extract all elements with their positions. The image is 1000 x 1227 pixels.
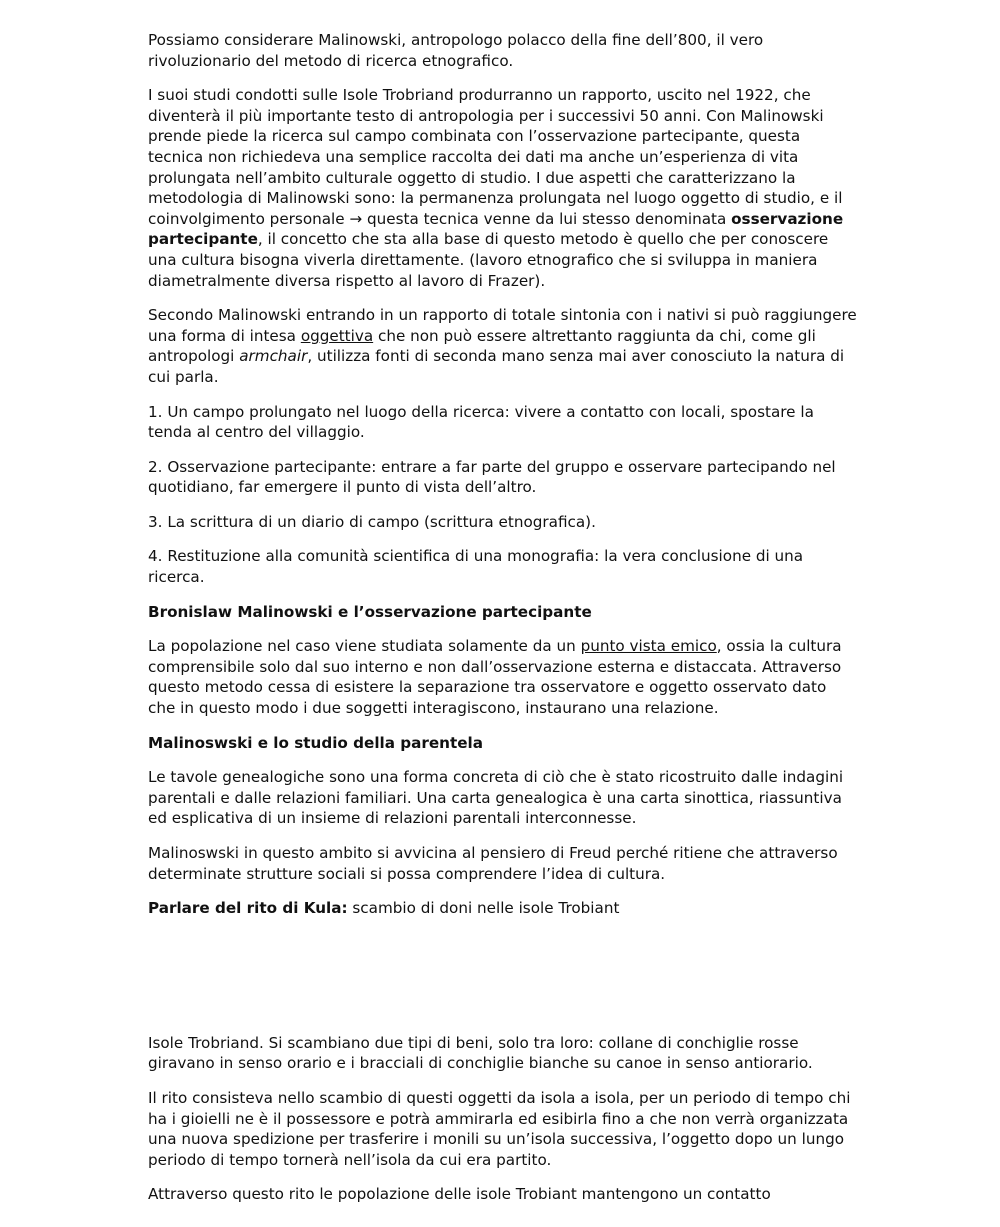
underlined-term: oggettiva bbox=[300, 326, 374, 345]
bold-term: Parlare del rito di Kula: bbox=[148, 899, 348, 918]
section-heading: Malinoswski e lo studio della parentela bbox=[148, 733, 484, 752]
list-item: 4. Restituzione alla comunità scientifica di una monografia: la vera conclusione di una ricerca. bbox=[148, 547, 804, 587]
paragraph-contact: Attraverso questo rito le popolazione delle isole Trobiant mantengono un contatto bbox=[148, 1185, 771, 1204]
paragraph-freud: Malinoswski in questo ambito si avvicina al pensiero di Freud perché ritiene che attraverso determinate strutture sociali si possa comprendere l’idea di cultura. bbox=[148, 844, 838, 883]
section-heading: Bronislaw Malinowski e l’osservazione partecipante bbox=[148, 602, 592, 621]
bold-term: osservazione partecipante bbox=[148, 209, 844, 249]
text-run: , utilizza fonti di seconda mano senza mai aver conosciuto la natura di cui parla. bbox=[148, 347, 845, 386]
list-item: 1. Un campo prolungato nel luogo della ricerca: vivere a contatto con locali, spostare la tenda al centro del villaggio. bbox=[148, 402, 814, 442]
text-run: I suoi studi condotti sulle Isole Trobriand produrranno un rapporto, uscito nel 1922, che diventerà il più importante testo di antropologia per i successivi 50 anni. Con Malinowski prende piede la ricerca sul campo combinata con l’osservazione partecipante, questa tecnica non richiedeva una semplice raccolta dei dati ma anche un’esperienza di vita prolungata nell’ambito culturale oggetto di studio. I due aspetti che caratterizzano la metodologia di Malinowski sono: la permanenza prolungata nel luogo oggetto di studio, e il coinvolgimento personale → questa tecnica venne da lui stesso denominata bbox=[148, 86, 843, 228]
italic-term: armchair bbox=[239, 347, 308, 366]
paragraph-emic-view bbox=[148, 636, 858, 718]
list-item: 2. Osservazione partecipante: entrare a far parte del gruppo e osservare partecipando nel quotidiano, far emergere il punto di vista dell’altro. bbox=[148, 457, 836, 497]
paragraph-kula bbox=[148, 898, 858, 919]
text-run: , ossia la cultura comprensibile solo dal suo interno e non dall’osservazione esterna e distaccata. Attraverso questo metodo cessa di esistere la separazione tra osservatore e oggetto osservato dato che in questo modo i due soggetti interagiscono, instaurano una relazione. bbox=[148, 637, 842, 718]
underlined-term: punto vista emico bbox=[580, 637, 717, 656]
paragraph-trobriand-studies bbox=[148, 85, 858, 291]
paragraph-native-relationship bbox=[148, 305, 858, 387]
paragraph-ritual: Il rito consisteva nello scambio di questi oggetti da isola a isola, per un periodo di tempo chi ha i gioielli ne è il possessore e potrà ammirarla ed esibirla fino a che non verrà organizzata una nuova spedizione per trasferire i monili su un’isola successiva, l’oggetto dopo un lungo periodo di tempo tornerà nell’isola da cui era partito. bbox=[148, 1088, 851, 1169]
list-item: 3. La scrittura di un diario di campo (scrittura etnografica). bbox=[148, 512, 596, 531]
text-run: , il concetto che sta alla base di questo metodo è quello che per conoscere una cultura bisogna viverla direttamente. (lavoro etnografico che si sviluppa in maniera diametralmente diversa rispetto al lavoro di Frazer). bbox=[148, 230, 829, 290]
paragraph-genealogy: Le tavole genealogiche sono una forma concreta di ciò che è stato ricostruito dalle indagini parentali e dalle relazioni familiari. Una carta genealogica è una carta sinottica, riassuntiva ed esplicativa di un insieme di relazioni parentali interconnesse. bbox=[148, 768, 844, 828]
text-run: La popolazione nel caso viene studiata solamente da un bbox=[148, 637, 581, 656]
text-run: Secondo Malinowski entrando in un rapporto di totale sintonia con i nativi si può raggiungere una forma di intesa bbox=[148, 306, 857, 345]
paragraph-exchange-goods: Isole Trobriand. Si scambiano due tipi di beni, solo tra loro: collane di conchiglie rosse giravano in senso orario e i bracciali di conchiglie bianche su canoe in senso antiorario. bbox=[148, 1033, 813, 1073]
paragraph-intro: Possiamo considerare Malinowski, antropologo polacco della fine dell’800, il vero rivoluzionario del metodo di ricerca etnografico. bbox=[148, 31, 764, 70]
blank-space bbox=[148, 933, 858, 1033]
text-run: scambio di doni nelle isole Trobiant bbox=[347, 899, 620, 918]
document-page bbox=[148, 30, 858, 1219]
text-run: che non può essere altrettanto raggiunta da chi, come gli antropologi bbox=[148, 326, 816, 366]
